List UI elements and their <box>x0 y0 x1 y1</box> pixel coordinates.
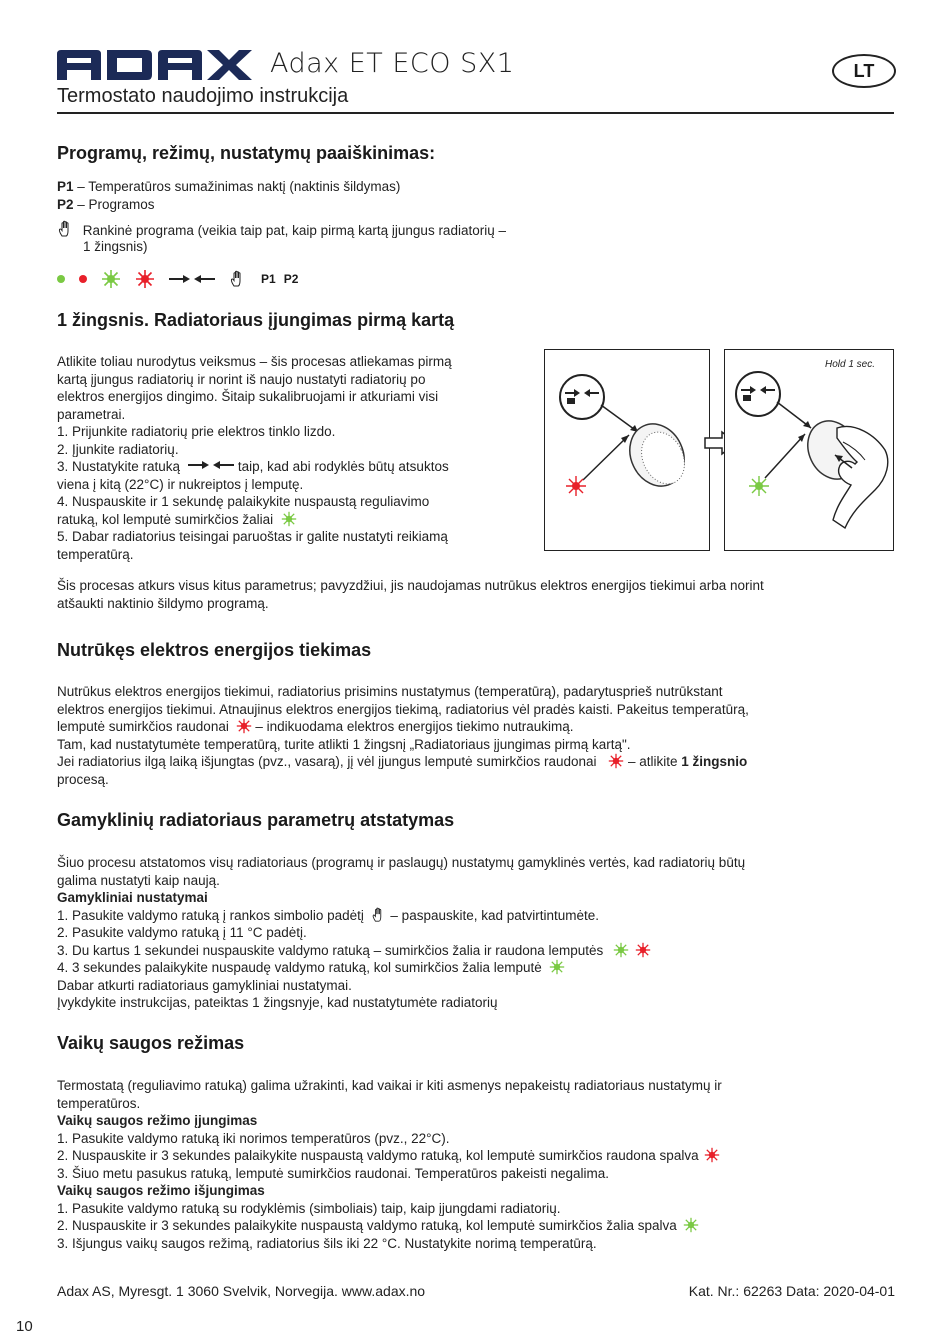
page-number: 10 <box>16 1318 33 1335</box>
arrows-facing-icon <box>188 459 234 471</box>
manual-program-line2: 1 žingsnis) <box>83 239 148 254</box>
red-blink-icon <box>608 753 624 769</box>
green-blink-icon <box>683 1217 699 1233</box>
green-dot-icon <box>57 275 65 283</box>
footer-address: Adax AS, Myresgt. 1 3060 Svelvik, Norvegija. www.adax.no <box>57 1283 426 1299</box>
green-blink-icon <box>281 511 297 527</box>
adax-logo <box>57 50 252 80</box>
green-blink-icon <box>613 942 629 958</box>
green-blink-icon <box>549 959 565 975</box>
model-name: Adax ET ECO SX1 <box>270 48 515 79</box>
header-divider <box>57 112 894 114</box>
illustration-initial-state <box>544 349 710 551</box>
symbol-legend <box>57 268 298 290</box>
red-blink-icon <box>236 718 252 734</box>
document-subtitle: Termostato naudojimo instrukcija <box>57 85 349 107</box>
red-blink-icon <box>704 1147 720 1163</box>
legend-p1: P1 <box>261 272 276 286</box>
red-dot-icon <box>79 275 87 283</box>
child-lock-text: Termostatą (reguliavimo ratuką) galima užrakinti, kad vaikai ir kiti asmenys nepakeistų radiatoriaus nustatymų ir temperatūros. Vaikų saugos režimo įjungimas 1. Pasukite valdymo ratuką iki norimos temperatūros (pvz., 22°C). 2. Nuspauskite ir 3 sekundes palaikykite nuspaustą valdymo ratuką, kol lemputė sumirkčios raudona spalva 3. Šiuo metu pasukus ratuką, lemputė sumirkčios raudonai. Temperatūros pakeisti negalima. Vaikų saugos režimo išjungimas 1. Pasukite valdymo ratuką su rodyklėmis (simboliais) taip, kaip įjungdami radiatorių. 2. Nuspauskite ir 3 sekundes palaikykite nuspaustą valdymo ratuką, kol lemputė sumirkčios žalia spalva 3. Išjungus vaikų saugos režimą, radiatorius šils iki 22 °C. Nustatykite norimą temperatūrą. <box>57 1078 722 1251</box>
green-blink-icon <box>101 269 121 289</box>
factory-reset-text: Šiuo procesu atstatomos visų radiatoriaus (programų ir paslaugų) nustatymų gamyklinės vertės, kad radiatorių būtų galima nustatyti kaip naują. Gamykliniai nustatymai 1. Pasukite valdymo ratuką į rankos simbolio padėtį – paspauskite, kad patvirtintumėte. 2. Pasukite valdymo ratuką į 11 °C padėtį. 3. Du kartus 1 sekundei nuspauskite valdymo ratuką – sumirkčios žalia ir raudona lemputės 4. 3 sekundes palaikykite nuspaudę valdymo ratuką, kol sumirkčios žalia lemputė Dabar atkurti radiatoriaus gamykliniai nustatymai. Įvykdykite instrukcijas, pateiktas 1 žingsnyje, kad nustatytumėte radiatorių <box>57 855 746 1010</box>
hand-icon <box>229 270 247 288</box>
section-title-programs: Programų, režimų, nustatymų paaiškinimas: <box>57 143 436 163</box>
section-title-child-lock: Vaikų saugos režimas <box>57 1033 245 1053</box>
section-title-step1: 1 žingsnis. Radiatoriaus įjungimas pirmą kartą <box>57 310 455 330</box>
power-outage-text: Nutrūkus elektros energijos tiekimui, radiatorius prisimins nustatymus (temperatūrą), padarytusprieš nutrūkstant elektros energijos tiekimui. Atnaujinus elektros energijos tiekimą, radiatorius vėl pradės kaisti. Pakeitus temperatūrą, lemputė sumirkčios raudonai – indikuodama elektros energijos tiekimo nutraukimą. Tam, kad nustatytumėte temperatūrą, turite atlikti 1 žingsnį „Radiatoriaus įjungimas pirmą kartą". Jei radiatorius ilgą laiką išjungtas (pvz., vasarą), jį vėl įjungus lemputė sumirkčios raudonai – atlikite 1 žingsnio procesą. <box>57 684 749 787</box>
language-badge: LT <box>832 54 896 88</box>
p1-line: P1 – Temperatūros sumažinimas naktį (naktinis šildymas) <box>57 179 401 194</box>
hold-caption: Hold 1 sec. <box>825 359 876 370</box>
illustration-hold-knob <box>724 349 894 551</box>
step1-instructions: Atlikite toliau nurodytus veiksmus – šis procesas atliekamas pirmą kartą įjungus radiatorių ir norint iš naujo nustatyti radiatorių po elektros energijos dingimo. Šitaip sukalibruojami ir atkuriami visi parametrai. 1. Prijunkite radiatorių prie elektros tinklo lizdo. 2. Įjunkite radiatorių. 3. Nustatykite ratuką taip, kad abi rodyklės būtų atsuktos viena į kitą (22°C) ir nukreiptos į lemputę. 4. Nuspauskite ir 1 sekundę palaikykite nuspaustą reguliavimo ratuką, kol lemputė sumirkčios žaliai 5. Dabar radiatorius teisingai paruoštas ir galite nustatyti reikiamą temperatūrą. <box>57 354 452 562</box>
hand-icon <box>371 907 387 923</box>
arrows-facing-icon <box>169 273 215 285</box>
red-blink-icon <box>135 269 155 289</box>
step1-note: Šis procesas atkurs visus kitus parametrus; pavyzdžiui, jis naudojamas nutrūkus elektros energijos tiekimui arba norint atšaukti naktinio šildymo programą. <box>57 578 764 611</box>
manual-program-line: Rankinė programa (veikia taip pat, kaip pirmą kartą įjungus radiatorių – <box>57 220 506 240</box>
red-blink-icon <box>635 942 651 958</box>
p2-line: P2 – Programos <box>57 197 155 212</box>
legend-p2: P2 <box>283 272 299 286</box>
section-title-power-outage: Nutrūkęs elektros energijos tiekimas <box>57 640 372 660</box>
footer-catalog: Kat. Nr.: 62263 Data: 2020-04-01 <box>688 1283 895 1299</box>
hand-icon <box>57 220 75 238</box>
section-title-factory-reset: Gamyklinių radiatoriaus parametrų atstatymas <box>57 810 455 830</box>
